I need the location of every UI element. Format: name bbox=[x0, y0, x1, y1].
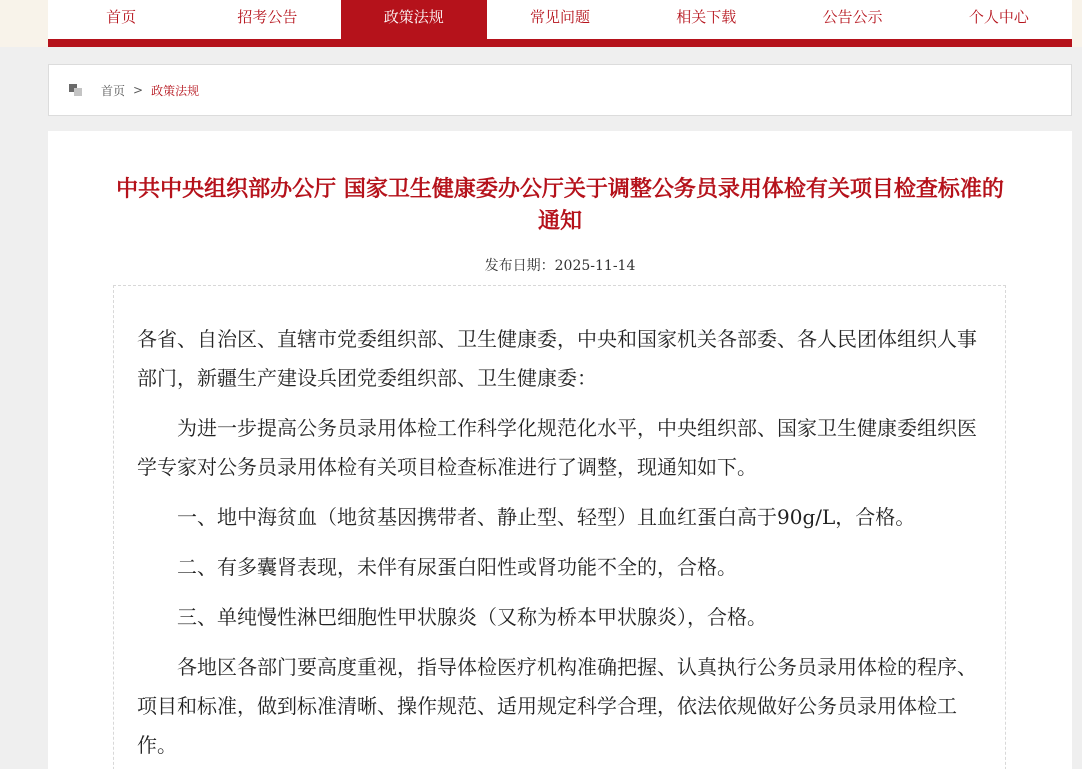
main-nav bbox=[48, 0, 1072, 39]
breadcrumb-location-icon bbox=[69, 83, 83, 97]
article-card bbox=[48, 131, 1072, 769]
nav-item-personal-center[interactable]: 个人中心 bbox=[968, 8, 1029, 26]
nav-item-policies[interactable]: 政策法规 bbox=[341, 0, 487, 39]
article-paragraph: 为进一步提高公务员录用体检工作科学化规范化水平，中央组织部、国家卫生健康委组织医学专家对公务员录用体检有关项目检查标准进行了调整，现通知如下。 bbox=[137, 416, 977, 479]
article-paragraph: 一、地中海贫血（地贫基因携带者、静止型、轻型）且血红蛋白高于90g/L，合格。 bbox=[177, 505, 916, 529]
nav-item-announcements[interactable]: 公告公示 bbox=[822, 8, 883, 26]
nav-item-downloads[interactable]: 相关下载 bbox=[676, 8, 737, 26]
publish-date-label: 发布日期： bbox=[484, 258, 555, 274]
article-title: 中共中央组织部办公厅 国家卫生健康委办公厅关于调整公务员录用体检有关项目检查标准的通知 bbox=[116, 176, 1004, 234]
nav-item-home[interactable]: 首页 bbox=[106, 8, 137, 26]
breadcrumb bbox=[48, 64, 1072, 116]
article-paragraph: 各地区各部门要高度重视，指导体检医疗机构准确把握、认真执行公务员录用体检的程序、项目和标准，做到标准清晰、操作规范、适用规定科学合理，依法依规做好公务员录用体检工作。 bbox=[137, 655, 977, 757]
article-paragraph-salutation: 各省、自治区、直辖市党委组织部、卫生健康委，中央和国家机关各部委、各人民团体组织人事部门，新疆生产建设兵团党委组织部、卫生健康委： bbox=[137, 327, 977, 390]
article-paragraph: 二、有多囊肾表现，未伴有尿蛋白阳性或肾功能不全的，合格。 bbox=[177, 555, 737, 579]
nav-underline-bar bbox=[48, 39, 1072, 47]
article-body bbox=[113, 285, 1006, 769]
breadcrumb-current[interactable]: 政策法规 bbox=[151, 83, 200, 98]
article-paragraph: 三、单纯慢性淋巴细胞性甲状腺炎（又称为桥本甲状腺炎），合格。 bbox=[177, 605, 767, 629]
nav-item-faq[interactable]: 常见问题 bbox=[529, 8, 590, 26]
breadcrumb-separator: > bbox=[133, 83, 144, 97]
breadcrumb-home-link[interactable]: 首页 bbox=[101, 83, 126, 98]
publish-date bbox=[48, 255, 1072, 275]
nav-item-recruitment-notices[interactable]: 招考公告 bbox=[237, 8, 298, 26]
publish-date-value: 2025-11-14 bbox=[554, 258, 636, 274]
